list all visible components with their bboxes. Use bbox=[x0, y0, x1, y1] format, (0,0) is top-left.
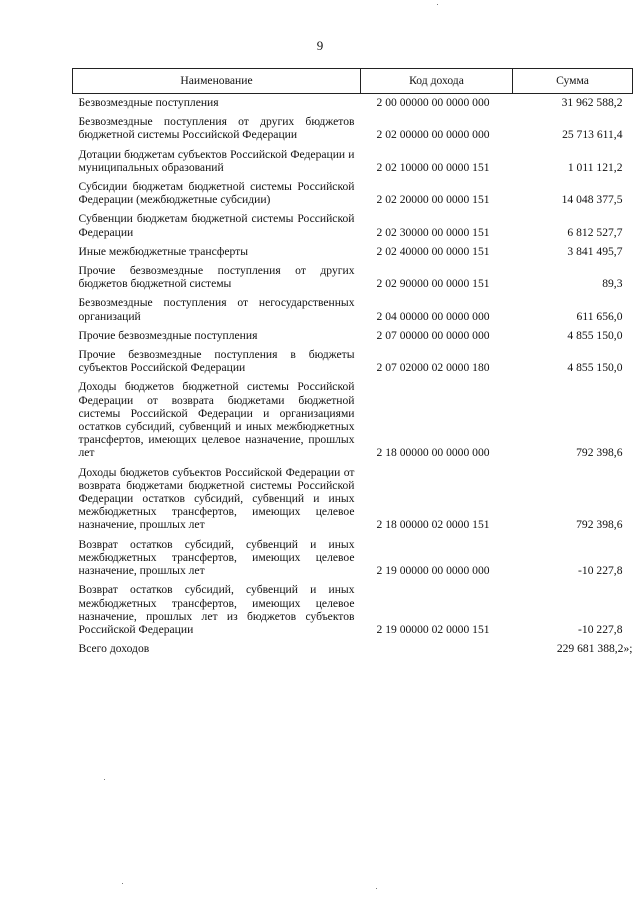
row-code: 2 02 20000 00 0000 151 bbox=[376, 193, 490, 207]
header-name: Наименование bbox=[73, 69, 361, 94]
table-row bbox=[73, 345, 633, 377]
table-row bbox=[73, 177, 633, 209]
table-row bbox=[73, 261, 633, 293]
table-row bbox=[73, 242, 633, 261]
table-row bbox=[73, 293, 633, 325]
row-code: 2 02 00000 00 0000 000 bbox=[376, 128, 490, 142]
header-code: Код дохода bbox=[361, 69, 513, 94]
row-name: Безвозмездные поступления от других бюджетов бюджетной системы Российской Федерации bbox=[78, 115, 355, 142]
table-header-row bbox=[73, 69, 633, 94]
row-sum: 792 398,6 bbox=[576, 446, 623, 460]
row-sum: 4 855 150,0 bbox=[567, 328, 623, 342]
row-name: Безвозмездные поступления bbox=[78, 96, 219, 109]
table-row bbox=[73, 112, 633, 144]
row-name: Безвозмездные поступления от негосударственных организаций bbox=[78, 296, 355, 323]
row-code: 2 07 00000 00 0000 000 bbox=[376, 328, 490, 342]
row-name: Доходы бюджетов субъектов Российской Федерации от возврата бюджетами бюджетной системы Российской Федерации остатков субсидий, субвенций и иных межбюджетных трансфертов, имеющих целевое назначение, прошлых лет bbox=[78, 465, 355, 532]
row-code: 2 19 00000 00 0000 000 bbox=[376, 564, 490, 578]
page-number: 9 bbox=[316, 38, 324, 53]
row-name: Возврат остатков субсидий, субвенций и иных межбюджетных трансфертов, имеющих целевое назначение, прошлых лет bbox=[78, 537, 355, 578]
row-name: Иные межбюджетные трансферты bbox=[78, 244, 249, 258]
scan-speck bbox=[376, 888, 377, 889]
table-row bbox=[73, 209, 633, 241]
row-code: 2 07 02000 02 0000 180 bbox=[376, 361, 490, 375]
row-sum: 25 713 611,4 bbox=[562, 128, 623, 142]
row-name: Субвенции бюджетам бюджетной системы Российской Федерации bbox=[78, 212, 355, 239]
row-code: 2 02 10000 00 0000 151 bbox=[376, 160, 490, 174]
row-sum: 31 962 588,2 bbox=[561, 96, 623, 109]
row-name: Доходы бюджетов бюджетной системы Российской Федерации от возврата бюджетами бюджетной системы Российской Федерации и организациями остатков субсидий, субвенций и иных межбюджетных трансфертов, имеющих целевое назначение, прошлых лет bbox=[78, 380, 355, 460]
row-sum: 611 656,0 bbox=[576, 309, 623, 323]
row-sum: 4 855 150,0 bbox=[567, 361, 623, 375]
row-name: Субсидии бюджетам бюджетной системы Российской Федерации (межбюджетные субсидии) bbox=[78, 180, 355, 207]
row-code: 2 00 00000 00 0000 000 bbox=[376, 96, 490, 109]
revenue-table bbox=[72, 68, 633, 658]
row-sum: 6 812 527,7 bbox=[567, 225, 623, 239]
row-name: Прочие безвозмездные поступления от других бюджетов бюджетной системы bbox=[78, 264, 355, 291]
total-label: Всего доходов bbox=[78, 642, 150, 656]
total-sum: 229 681 388,2»; bbox=[556, 642, 633, 656]
scan-speck bbox=[437, 4, 438, 5]
header-sum: Сумма bbox=[513, 69, 633, 94]
table-row bbox=[73, 145, 633, 177]
row-sum: 14 048 377,5 bbox=[561, 193, 623, 207]
row-code: 2 04 00000 00 0000 000 bbox=[376, 309, 490, 323]
table-body bbox=[73, 94, 633, 659]
row-name: Дотации бюджетам субъектов Российской Федерации и муниципальных образований bbox=[78, 147, 355, 174]
row-sum: 3 841 495,7 bbox=[567, 244, 623, 258]
table-row bbox=[73, 377, 633, 462]
row-code: 2 18 00000 00 0000 000 bbox=[376, 446, 490, 460]
scan-speck bbox=[122, 883, 123, 884]
row-name: Прочие безвозмездные поступления в бюджеты субъектов Российской Федерации bbox=[78, 348, 355, 375]
row-sum: 1 011 121,2 bbox=[567, 160, 623, 174]
total-row bbox=[73, 639, 633, 658]
total-code bbox=[361, 639, 513, 658]
table-row bbox=[73, 463, 633, 535]
row-sum: 792 398,6 bbox=[576, 518, 623, 532]
row-name: Прочие безвозмездные поступления bbox=[78, 328, 258, 342]
table-row bbox=[73, 580, 633, 639]
row-code: 2 02 30000 00 0000 151 bbox=[376, 225, 490, 239]
table-row bbox=[73, 94, 633, 113]
row-code: 2 18 00000 02 0000 151 bbox=[376, 518, 490, 532]
row-sum: -10 227,8 bbox=[578, 622, 623, 636]
row-sum: -10 227,8 bbox=[578, 564, 623, 578]
row-code: 2 02 90000 00 0000 151 bbox=[376, 277, 490, 291]
table-row bbox=[73, 326, 633, 345]
table-row bbox=[73, 535, 633, 581]
scan-speck bbox=[104, 779, 105, 780]
row-code: 2 02 40000 00 0000 151 bbox=[376, 244, 490, 258]
row-sum: 89,3 bbox=[602, 277, 623, 291]
row-code: 2 19 00000 02 0000 151 bbox=[376, 622, 490, 636]
row-name: Возврат остатков субсидий, субвенций и иных межбюджетных трансфертов, имеющих целевое назначение, прошлых лет из бюджетов субъектов Российской Федерации bbox=[78, 583, 355, 636]
